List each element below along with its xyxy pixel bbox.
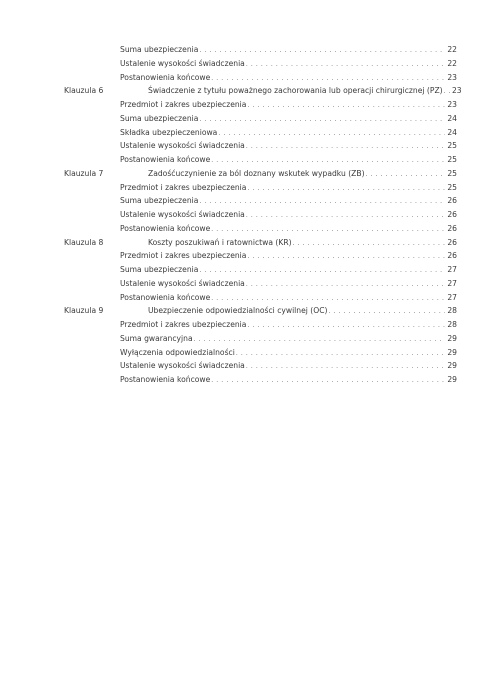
toc-row[interactable] xyxy=(0,222,490,236)
leader-dots xyxy=(329,305,445,319)
leader-dots xyxy=(246,58,445,72)
toc-page-number: 24 xyxy=(447,127,457,137)
leader-dots xyxy=(246,278,445,292)
toc-page-number: 26 xyxy=(447,237,457,247)
toc-row[interactable] xyxy=(0,208,490,222)
toc-page-number: 23 xyxy=(447,100,457,109)
toc-entry xyxy=(148,167,457,182)
toc-entry-title: Ubezpieczenie odpowiedzialności cywilnej (OC) xyxy=(148,306,328,316)
leader-dots xyxy=(246,360,445,374)
toc-page-number: 29 xyxy=(447,375,457,384)
toc-entry-title: Zadośćuczynienie za ból doznany wskutek wypadku (ZB) xyxy=(148,168,365,178)
toc-entry-title: Postanowienia końcowe xyxy=(120,223,211,233)
leader-dots xyxy=(211,374,445,388)
toc-entry-title: Postanowienia końcowe xyxy=(120,292,211,302)
toc-entry xyxy=(120,277,457,292)
toc-row[interactable] xyxy=(0,57,490,71)
toc-row[interactable] xyxy=(0,263,490,277)
toc-row[interactable] xyxy=(0,139,490,153)
toc-entry xyxy=(120,153,457,168)
leader-dots xyxy=(199,44,445,58)
toc-entry-title: Suma ubezpieczenia xyxy=(120,265,199,274)
toc-page-number: 27 xyxy=(447,292,457,302)
toc-clause-label: Klauzula 9 xyxy=(64,306,104,316)
toc-page-number: 29 xyxy=(447,347,457,357)
toc-row[interactable] xyxy=(0,84,490,98)
toc-row[interactable] xyxy=(0,194,490,208)
toc-page-number: 23 xyxy=(451,86,462,96)
leader-dots xyxy=(199,195,445,209)
toc-clause-label: Klauzula 8 xyxy=(64,237,104,247)
toc-clause-label: Klauzula 6 xyxy=(64,86,104,96)
toc-row[interactable] xyxy=(0,373,490,387)
toc-row[interactable] xyxy=(0,332,490,346)
leader-dots xyxy=(211,292,445,306)
toc-entry xyxy=(148,236,457,251)
toc-entry-title: Ustalenie wysokości świadczenia xyxy=(120,141,245,151)
toc-entry-title: Postanowienia końcowe xyxy=(120,375,211,384)
toc-entry-title: Postanowienia końcowe xyxy=(120,155,211,164)
toc-page-number: 28 xyxy=(447,320,457,329)
toc-page-number: 26 xyxy=(447,223,457,233)
toc-entry-title: Ustalenie wysokości świadczenia xyxy=(120,58,245,68)
toc-entry-title: Ustalenie wysokości świadczenia xyxy=(120,210,245,219)
toc-page-number: 25 xyxy=(447,168,457,178)
leader-dots xyxy=(199,113,445,127)
toc-entry xyxy=(120,139,457,154)
toc-page-number: 26 xyxy=(447,196,457,206)
leader-dots xyxy=(194,333,445,347)
toc-page-number: 22 xyxy=(447,58,457,68)
toc-page-number: 25 xyxy=(447,182,457,192)
toc-entry-title: Ustalenie wysokości świadczenia xyxy=(120,278,245,288)
toc-entry-title: Ustalenie wysokości świadczenia xyxy=(120,361,245,371)
toc-entry xyxy=(120,194,457,209)
toc-entry xyxy=(120,57,457,72)
toc-row[interactable] xyxy=(0,249,490,263)
toc-entry xyxy=(120,249,457,264)
toc-page-number: 29 xyxy=(447,361,457,371)
toc-entry xyxy=(120,112,457,127)
toc-entry-title: Suma gwarancyjna xyxy=(120,333,193,343)
toc-page-number: 25 xyxy=(447,141,457,151)
toc-row[interactable] xyxy=(0,236,490,250)
leader-dots xyxy=(293,237,445,251)
toc-entry-title: Suma ubezpieczenia xyxy=(120,45,199,54)
toc-row[interactable] xyxy=(0,346,490,360)
leader-dots xyxy=(247,250,445,264)
toc-entry-title: Suma ubezpieczenia xyxy=(120,196,199,206)
toc-entry-title: Przedmiot i zakres ubezpieczenia xyxy=(120,182,247,192)
toc-entry xyxy=(148,84,462,99)
toc-page-number: 29 xyxy=(447,333,457,343)
toc-entry xyxy=(120,208,457,223)
toc-entry xyxy=(120,222,457,237)
toc-row[interactable] xyxy=(0,277,490,291)
toc-clause-label: Klauzula 7 xyxy=(64,168,104,178)
toc-entry-title: Składka ubezpieczeniowa xyxy=(120,127,218,137)
toc-entry-title: Przedmiot i zakres ubezpieczenia xyxy=(120,100,247,109)
toc-entry xyxy=(120,359,457,374)
toc-row[interactable] xyxy=(0,291,490,305)
toc-entry-title: Suma ubezpieczenia xyxy=(120,113,199,123)
toc-entry-title: Przedmiot i zakres ubezpieczenia xyxy=(120,251,247,261)
toc-entry-title: Wyłączenia odpowiedzialności xyxy=(120,347,235,357)
toc-entry-title: Koszty poszukiwań i ratownictwa (KR) xyxy=(148,237,292,247)
leader-dots xyxy=(211,72,445,86)
toc-entry xyxy=(120,318,457,333)
toc-entry-title: Świadczenie z tytułu poważnego zachorowania lub operacji chirurgicznej (PZ) xyxy=(148,86,443,96)
leader-dots xyxy=(247,319,445,333)
toc-entry-title: Przedmiot i zakres ubezpieczenia xyxy=(120,320,247,329)
toc-page-number: 28 xyxy=(447,306,457,316)
toc-page-number: 26 xyxy=(447,251,457,261)
leader-dots xyxy=(247,182,445,196)
toc-entry xyxy=(120,346,457,361)
toc-page-number: 26 xyxy=(447,210,457,219)
toc-row[interactable] xyxy=(0,359,490,373)
toc-row[interactable] xyxy=(0,126,490,140)
leader-dots xyxy=(211,223,445,237)
toc-entry xyxy=(148,304,457,319)
toc-entry xyxy=(120,291,457,306)
leader-dots xyxy=(199,264,445,278)
leader-dots xyxy=(211,154,445,168)
leader-dots xyxy=(246,140,445,154)
toc-page-number: 27 xyxy=(447,278,457,288)
toc-row[interactable] xyxy=(0,304,490,318)
toc-entry xyxy=(120,332,457,347)
toc-row[interactable] xyxy=(0,71,490,85)
toc-row[interactable] xyxy=(0,112,490,126)
toc-entry xyxy=(120,373,457,388)
leader-dots xyxy=(366,168,445,182)
toc-entry xyxy=(120,71,457,86)
toc-row[interactable] xyxy=(0,43,490,57)
toc-entry xyxy=(120,263,457,278)
toc-row[interactable] xyxy=(0,153,490,167)
leader-dots xyxy=(246,209,445,223)
toc-page-number: 25 xyxy=(447,155,457,164)
toc-entry xyxy=(120,181,457,196)
toc-page-number: 24 xyxy=(447,113,457,123)
toc-row[interactable] xyxy=(0,98,490,112)
toc-entry xyxy=(120,98,457,113)
toc-entry xyxy=(120,43,457,58)
leader-dots xyxy=(247,99,445,113)
toc-entry-title: Postanowienia końcowe xyxy=(120,72,211,82)
toc-page-number: 27 xyxy=(447,265,457,274)
toc-page-number: 23 xyxy=(447,72,457,82)
leader-dots xyxy=(236,347,445,361)
toc-row[interactable] xyxy=(0,318,490,332)
toc-row[interactable] xyxy=(0,167,490,181)
table-of-contents xyxy=(0,43,490,387)
leader-dots xyxy=(218,127,445,141)
toc-page-number: 22 xyxy=(447,45,457,54)
toc-row[interactable] xyxy=(0,181,490,195)
toc-entry xyxy=(120,126,457,141)
